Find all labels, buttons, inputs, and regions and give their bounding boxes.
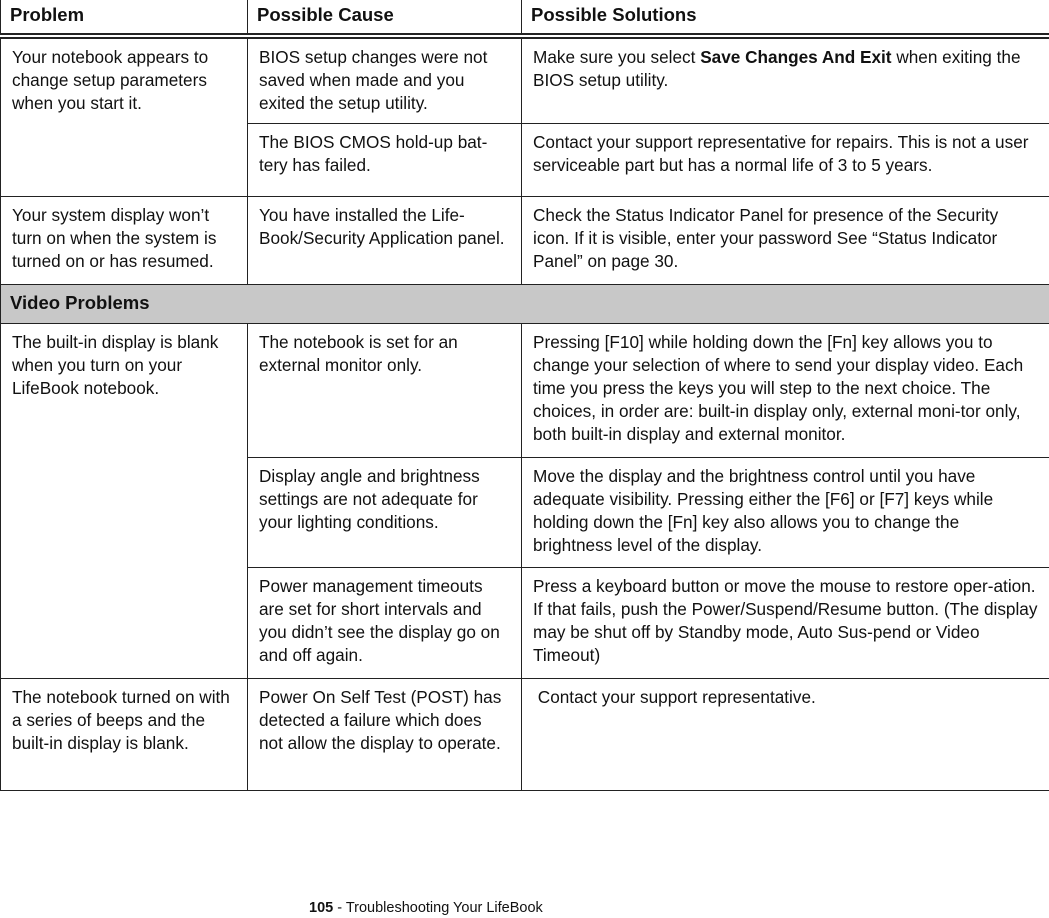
cause-cell: The notebook is set for an external monitor only.	[248, 324, 522, 458]
problem-cell: Your notebook appears to change setup parameters when you start it.	[1, 36, 248, 197]
table-row	[1, 197, 1049, 285]
footer-title: - Troubleshooting Your LifeBook	[333, 900, 543, 916]
table-row	[1, 679, 1049, 791]
solution-text: when exiting the BIOS setup utility.	[533, 47, 1021, 90]
problem-cell: The notebook turned on with a series of beeps and the built-in display is blank.	[1, 679, 248, 791]
page-number: 105	[309, 900, 334, 916]
solution-cell: Contact your support representative for repairs. This is not a user serviceable part but has a normal life of 3 to 5 years.	[522, 124, 1049, 197]
solution-cell: Press a keyboard button or move the mouse to restore oper-ation. If that fails, push the Power/Suspend/Resume button. (The display may be shut off by Standby mode, Auto Sus-pend or Video Timeout)	[522, 568, 1049, 679]
cause-cell: Power On Self Test (POST) has detected a failure which does not allow the display to operate.	[248, 679, 522, 791]
cause-cell: Display angle and brightness settings are not adequate for your lighting conditions.	[248, 458, 522, 568]
table-header-row	[1, 0, 1049, 36]
solution-cell: Check the Status Indicator Panel for presence of the Security icon. If it is visible, enter your password See “Status Indicator Panel” on page 30.	[522, 197, 1049, 285]
cause-cell: You have installed the Life-Book/Security Application panel.	[248, 197, 522, 285]
problem-cell: The built-in display is blank when you turn on your LifeBook notebook.	[1, 324, 248, 679]
solution-cell: Pressing [F10] while holding down the [Fn] key allows you to change your selection of where to send your display video. Each time you press the keys you will step to the next choice. The choices, in order are: built-in display only, external moni-tor only, both built-in display and external monitor.	[522, 324, 1049, 458]
page-footer	[309, 899, 543, 917]
solution-cell: Contact your support representative.	[522, 679, 1049, 791]
header-possible-solutions: Possible Solutions	[522, 0, 1049, 36]
header-problem: Problem	[1, 0, 248, 36]
solution-text: Make sure you select	[533, 47, 701, 67]
table-row	[1, 324, 1049, 458]
solution-emphasis: Save Changes And Exit	[700, 47, 892, 67]
section-title: Video Problems	[1, 285, 1049, 324]
solution-cell: Move the display and the brightness control until you have adequate visibility. Pressing either the [F6] or [F7] keys while holding down the [Fn] key also allows you to change the brightness level of the display.	[522, 458, 1049, 568]
table-row	[1, 36, 1049, 124]
header-possible-cause: Possible Cause	[248, 0, 522, 36]
problem-cell: Your system display won’t turn on when the system is turned on or has resumed.	[1, 197, 248, 285]
cause-cell: Power management timeouts are set for short intervals and you didn’t see the display go on and off again.	[248, 568, 522, 679]
cause-cell: The BIOS CMOS hold-up bat-tery has failed.	[248, 124, 522, 197]
solution-cell	[522, 36, 1049, 124]
cause-cell: BIOS setup changes were not saved when made and you exited the setup utility.	[248, 36, 522, 124]
section-header-row	[1, 285, 1049, 324]
